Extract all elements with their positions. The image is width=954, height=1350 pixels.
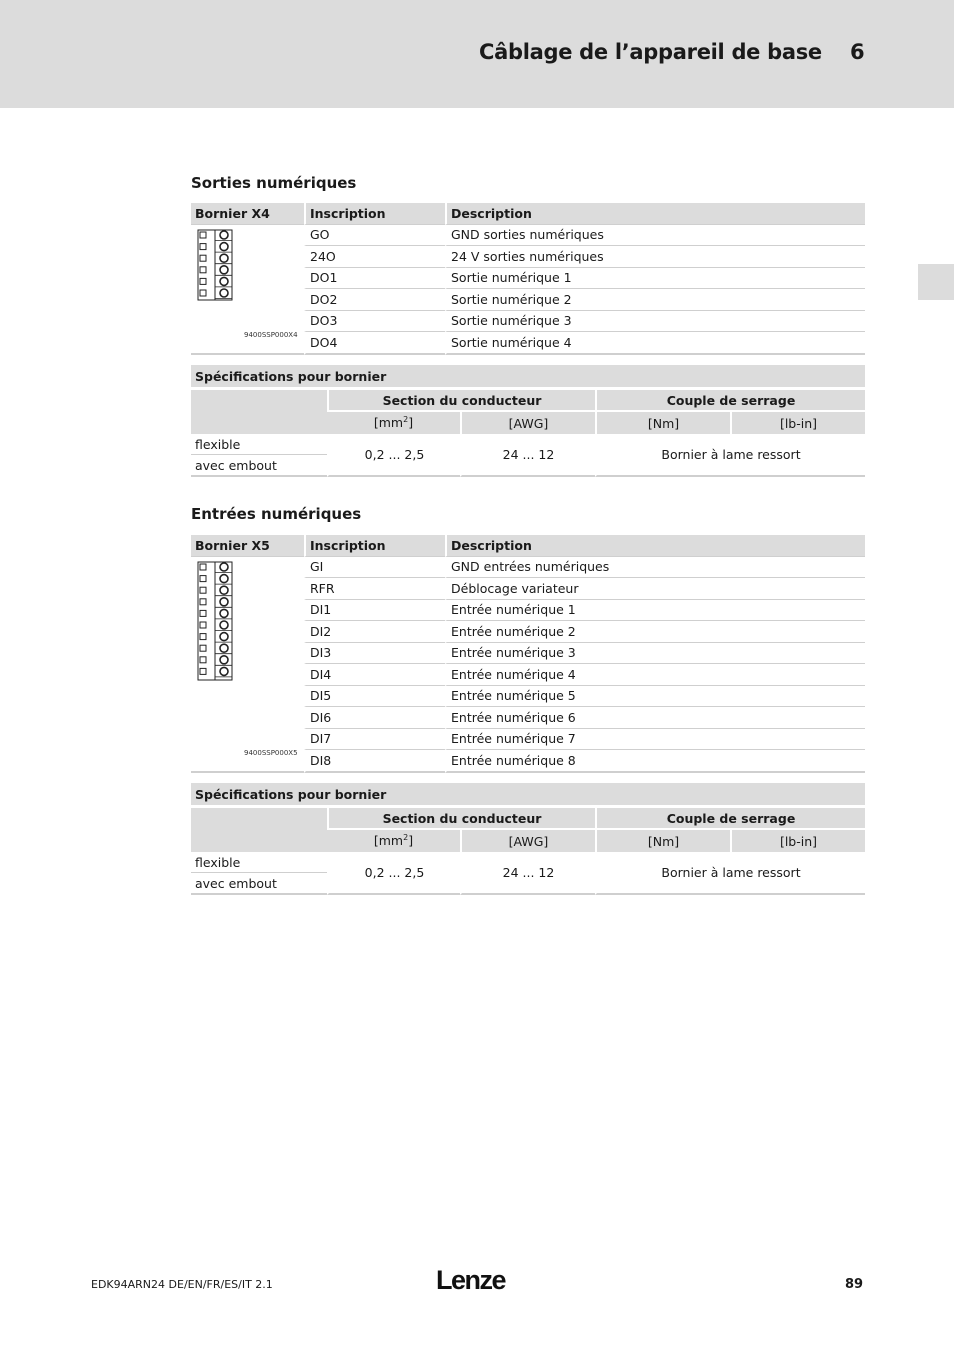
col-inscription: Inscription (304, 535, 445, 557)
screw-clamp-icon (220, 586, 228, 594)
document-code: EDK94ARN24 DE/EN/FR/ES/IT 2.1 (91, 1278, 273, 1291)
spec-blank-header (191, 390, 327, 434)
spec-awg-value: 24 ... 12 (460, 434, 595, 477)
screw-clamp-icon (220, 632, 228, 640)
screw-clamp-icon (220, 644, 228, 652)
inputs-terminal-table (191, 535, 865, 773)
table-header-row (191, 203, 865, 225)
spec-mm2-value: 0,2 ... 2,5 (327, 434, 460, 477)
description-cell: Entrée numérique 6 (445, 707, 865, 729)
inscription-cell: DI6 (304, 707, 445, 729)
spec-section-header: Section du conducteur (327, 808, 595, 828)
terminal-pin-icon (200, 633, 206, 639)
screw-clamp-icon (220, 265, 228, 273)
terminal-pin-icon (200, 668, 206, 674)
inscription-cell: 24O (304, 246, 445, 268)
inscription-cell: DI8 (304, 750, 445, 773)
screw-clamp-icon (220, 277, 228, 285)
col-terminal: Bornier X5 (191, 535, 304, 557)
screw-clamp-icon (220, 574, 228, 582)
table-row (191, 557, 865, 579)
terminal-pin-icon (200, 656, 206, 662)
spec-torque-header: Couple de serrage (595, 390, 865, 410)
outputs-terminal-table (191, 203, 865, 355)
inscription-cell: DI7 (304, 729, 445, 751)
terminal-x4-figure-cell (191, 225, 304, 355)
terminal-pin-icon (200, 622, 206, 628)
description-cell: Déblocage variateur (445, 578, 865, 600)
spec-title: Spécifications pour bornier (191, 783, 865, 808)
spec-row-flexible: flexible (191, 852, 327, 873)
page-title: Câblage de l’appareil de base (479, 40, 822, 64)
spec-row-ferrule: avec embout (191, 873, 327, 895)
terminal-pin-icon (200, 232, 206, 238)
description-cell: Sortie numérique 3 (445, 311, 865, 333)
figure-label: 9400SSP000X5 (244, 748, 298, 757)
unit-mm2: $[mm^2]$ (327, 828, 460, 852)
chapter-number: 6 (850, 40, 865, 64)
description-cell: Entrée numérique 7 (445, 729, 865, 751)
col-description: Description (445, 203, 865, 225)
table-row (191, 225, 865, 247)
col-terminal: Bornier X4 (191, 203, 304, 225)
screw-clamp-icon (220, 242, 228, 250)
inscription-cell: GO (304, 225, 445, 247)
spec-awg-value: 24 ... 12 (460, 852, 595, 895)
figure-label: 9400SSP000X4 (244, 330, 298, 339)
screw-clamp-icon (220, 667, 228, 675)
chapter-tab-marker (918, 264, 954, 300)
inputs-spec-table (191, 783, 865, 895)
spec-row-ferrule: avec embout (191, 455, 327, 477)
description-cell: Entrée numérique 5 (445, 686, 865, 708)
terminal-block-x4-icon (195, 229, 235, 303)
description-cell: Sortie numérique 2 (445, 289, 865, 311)
outputs-spec-table (191, 365, 865, 477)
inscription-cell: DI3 (304, 643, 445, 665)
description-cell: Entrée numérique 1 (445, 600, 865, 622)
screw-clamp-icon (220, 597, 228, 605)
unit-lbin: [lb-in] (730, 828, 865, 852)
terminal-pin-icon (200, 564, 206, 570)
lenze-logo (436, 1266, 516, 1294)
page-number: 89 (845, 1277, 864, 1292)
terminal-pin-icon (200, 598, 206, 604)
description-cell: GND sorties numériques (445, 225, 865, 247)
terminal-pin-icon (200, 278, 206, 284)
inscription-cell: DO2 (304, 289, 445, 311)
spec-torque-header: Couple de serrage (595, 808, 865, 828)
col-description: Description (445, 535, 865, 557)
terminal-block-x5-icon (195, 561, 235, 683)
inscription-cell: DO3 (304, 311, 445, 333)
spec-blank-header (191, 808, 327, 852)
description-cell: Sortie numérique 4 (445, 332, 865, 355)
screw-clamp-icon (220, 289, 228, 297)
unit-awg: [AWG] (460, 410, 595, 434)
description-cell: Entrée numérique 4 (445, 664, 865, 686)
spec-row-flexible: flexible (191, 434, 327, 455)
unit-awg: [AWG] (460, 828, 595, 852)
terminal-pin-icon (200, 290, 206, 296)
col-inscription: Inscription (304, 203, 445, 225)
unit-nm: [Nm] (595, 410, 730, 434)
outputs-section-title: Sorties numériques (191, 174, 357, 192)
description-cell: GND entrées numériques (445, 557, 865, 579)
svg-text:Lenze: Lenze (436, 1266, 506, 1294)
description-cell: Entrée numérique 3 (445, 643, 865, 665)
inscription-cell: DI2 (304, 621, 445, 643)
terminal-pin-icon (200, 575, 206, 581)
screw-clamp-icon (220, 563, 228, 571)
inscription-cell: DO4 (304, 332, 445, 355)
unit-nm: [Nm] (595, 828, 730, 852)
spec-mm2-value: 0,2 ... 2,5 (327, 852, 460, 895)
description-cell: 24 V sorties numériques (445, 246, 865, 268)
inscription-cell: DI5 (304, 686, 445, 708)
spec-torque-value: Bornier à lame ressort (595, 434, 865, 477)
spec-section-header: Section du conducteur (327, 390, 595, 410)
unit-mm2: $[mm^2]$ (327, 410, 460, 434)
table-header-row (191, 535, 865, 557)
screw-clamp-icon (220, 254, 228, 262)
spec-torque-value: Bornier à lame ressort (595, 852, 865, 895)
terminal-pin-icon (200, 587, 206, 593)
inscription-cell: DO1 (304, 268, 445, 290)
screw-clamp-icon (220, 621, 228, 629)
inscription-cell: DI4 (304, 664, 445, 686)
spec-title: Spécifications pour bornier (191, 365, 865, 390)
terminal-pin-icon (200, 266, 206, 272)
description-cell: Entrée numérique 2 (445, 621, 865, 643)
inscription-cell: GI (304, 557, 445, 579)
screw-clamp-icon (220, 231, 228, 239)
terminal-pin-icon (200, 645, 206, 651)
terminal-pin-icon (200, 243, 206, 249)
screw-clamp-icon (220, 655, 228, 663)
description-cell: Entrée numérique 8 (445, 750, 865, 773)
inputs-section-title: Entrées numériques (191, 505, 362, 523)
unit-lbin: [lb-in] (730, 410, 865, 434)
screw-clamp-icon (220, 609, 228, 617)
description-cell: Sortie numérique 1 (445, 268, 865, 290)
terminal-x5-figure-cell (191, 557, 304, 773)
inscription-cell: RFR (304, 578, 445, 600)
inscription-cell: DI1 (304, 600, 445, 622)
terminal-pin-icon (200, 255, 206, 261)
terminal-pin-icon (200, 610, 206, 616)
